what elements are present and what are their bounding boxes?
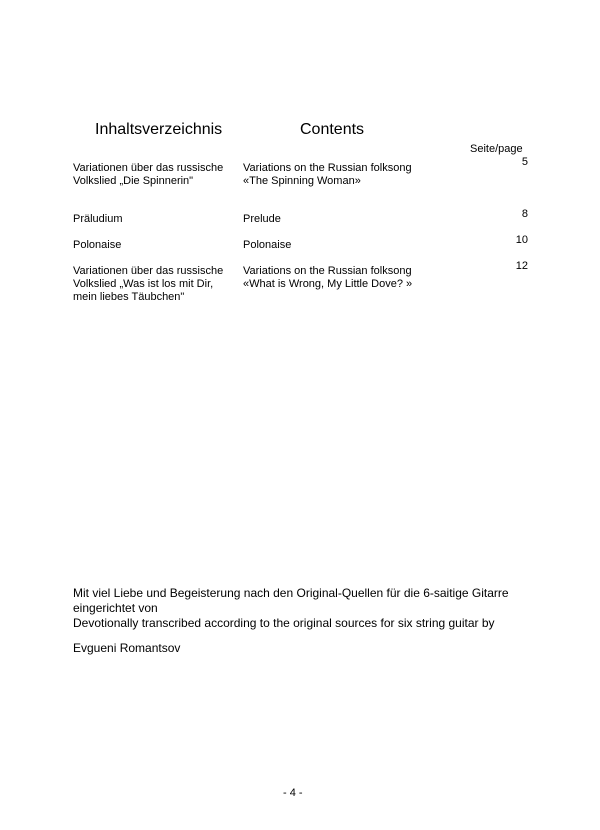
- toc-entry-german: Präludium: [73, 213, 123, 225]
- toc-entry-german: Variationen über das russische Volkslied „Die Spinnerin": [73, 162, 224, 187]
- toc-entry-english: Variations on the Russian folksong «The Spinning Woman»: [243, 162, 412, 187]
- heading-german: Inhaltsverzeichnis: [95, 121, 223, 138]
- toc-entry-english: Variations on the Russian folksong «What is Wrong, My Little Dove? »: [243, 265, 413, 290]
- toc-entry-page: 12: [515, 260, 528, 272]
- credits-german-line: eingerichtet von: [73, 601, 158, 615]
- heading-english: Contents: [300, 121, 365, 138]
- credits-english-line: Devotionally transcribed according to the original sources for six string guitar by: [73, 616, 495, 630]
- toc-entry-german: Polonaise: [73, 239, 122, 251]
- toc-entry-page: 10: [515, 234, 528, 246]
- toc-entry-english: Prelude: [243, 213, 281, 225]
- page-column-heading: Seite/page: [470, 143, 523, 155]
- toc-entry-german: Variationen über das russische Volkslied „Was ist los mit Dir, mein liebes Täubchen": [73, 265, 224, 303]
- credits-german-line: Mit viel Liebe und Begeisterung nach den Original-Quellen für die 6-saitige Gitarre: [73, 586, 509, 600]
- toc-entry-page: 8: [521, 208, 528, 220]
- toc-entry-page: 5: [521, 156, 528, 168]
- author-name: Evgueni Romantsov: [73, 641, 181, 655]
- toc-entry-english: Polonaise: [243, 239, 292, 251]
- credits-block: [73, 586, 509, 631]
- page-number: - 4 -: [283, 787, 303, 799]
